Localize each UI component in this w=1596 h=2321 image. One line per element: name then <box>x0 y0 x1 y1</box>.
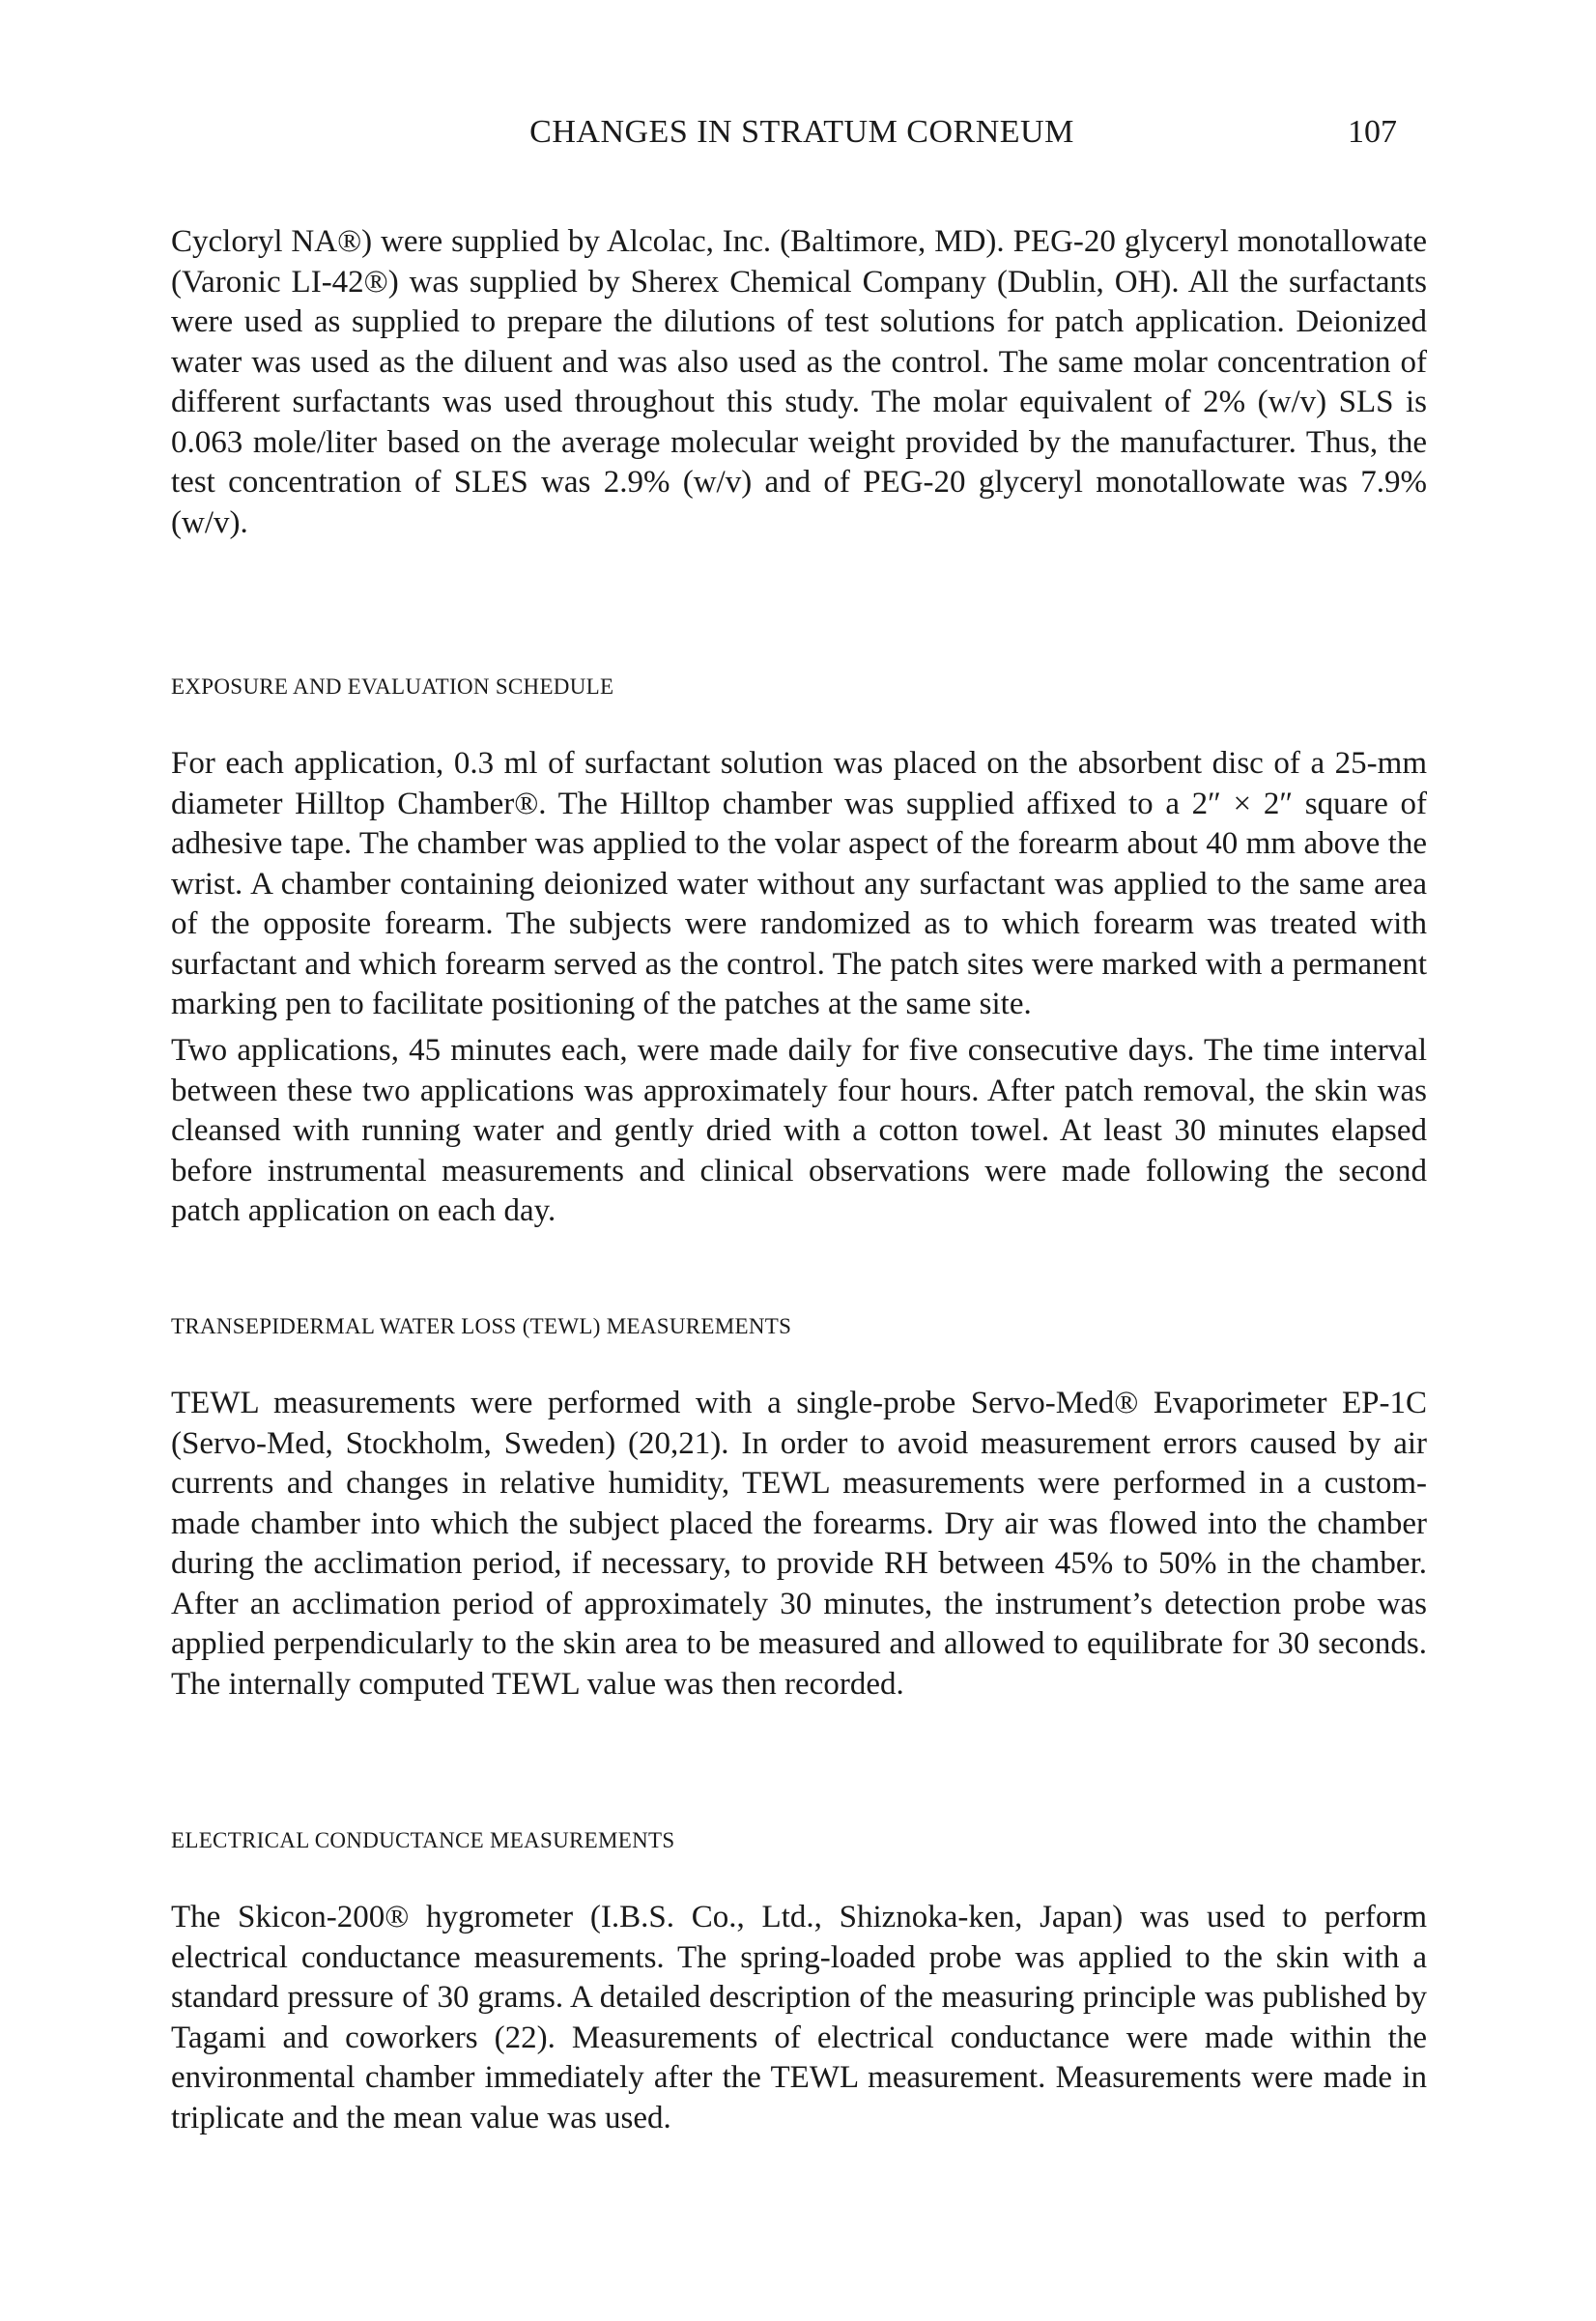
paragraph-text: TEWL measurements were performed with a single-probe Servo-Med® Evaporimeter EP-1C (Servo-Med, Stockholm, Sweden) (20,21). In order to avoid measurement errors caused by air currents and changes in relative humidity, TEWL measurements were performed in a custom-made chamber into which the subject placed the forearms. Dry air was flowed into the chamber during the acclimation period, if necessary, to provide RH between 45% to 50% in the chamber. After an acclimation period of approximately 30 minutes, the instrument’s detection probe was applied perpendicularly to the skin area to be measured and allowed to equilibrate for 30 seconds. The internally computed TEWL value was then recorded. <box>171 1386 1427 1702</box>
section-heading-conductance: ELECTRICAL CONDUCTANCE MEASUREMENTS <box>171 1828 675 1852</box>
paragraph-materials <box>171 222 1427 543</box>
running-title: CHANGES IN STRATUM CORNEUM <box>529 114 1074 150</box>
paragraph-tewl <box>171 1384 1427 1705</box>
section-heading-tewl: TRANSEPIDERMAL WATER LOSS (TEWL) MEASUREMENTS <box>171 1314 792 1338</box>
paragraph-text: Two applications, 45 minutes each, were made daily for five consecutive days. The time interval between these two applications was approximately four hours. After patch removal, the skin was cleansed with running water and gently dried with a cotton towel. At least 30 minutes elapsed before instrumental measurements and clinical observations were made following the second patch application on each day. <box>171 1033 1427 1228</box>
paragraph-conductance <box>171 1898 1427 2138</box>
section-heading-exposure: EXPOSURE AND EVALUATION SCHEDULE <box>171 674 614 699</box>
paragraph-text: Cycloryl NA®) were supplied by Alcolac, Inc. (Baltimore, MD). PEG-20 glyceryl monotallowate (Varonic LI-42®) was supplied by Sherex Chemical Company (Dublin, OH). All the surfactants were used as supplied to prepare the dilutions of test solutions for patch application. Deionized water was used as the diluent and was also used as the control. The same molar concentration of different surfactants was used throughout this study. The molar equivalent of 2% (w/v) SLS is 0.063 mole/liter based on the average molecular weight provided by the manufacturer. Thus, the test concentration of SLES was 2.9% (w/v) and of PEG-20 glyceryl monotallowate was 7.9% (w/v). <box>171 224 1427 540</box>
running-head <box>0 114 1596 157</box>
paragraph-exposure-2 <box>171 1031 1427 1232</box>
paragraph-text: The Skicon-200® hygrometer (I.B.S. Co., Ltd., Shiznoka-ken, Japan) was used to perform electrical conductance measurements. The spring-loaded probe was applied to the skin with a standard pressure of 30 grams. A detailed description of the measuring principle was published by Tagami and coworkers (22). Measurements of electrical conductance were made within the environmental chamber immediately after the TEWL measurement. Measurements were made in triplicate and the mean value was used. <box>171 1900 1427 2135</box>
page-number: 107 <box>1348 114 1397 150</box>
paragraph-exposure-1 <box>171 744 1427 1025</box>
paragraph-text: For each application, 0.3 ml of surfactant solution was placed on the absorbent disc of a 25-mm diameter Hilltop Chamber®. The Hilltop chamber was supplied affixed to a 2″ × 2″ square of adhesive tape. The chamber was applied to the volar aspect of the forearm about 40 mm above the wrist. A chamber containing deionized water without any surfactant was applied to the same area of the opposite forearm. The subjects were randomized as to which forearm was treated with surfactant and which forearm served as the control. The patch sites were marked with a permanent marking pen to facilitate positioning of the patches at the same site. <box>171 746 1427 1021</box>
